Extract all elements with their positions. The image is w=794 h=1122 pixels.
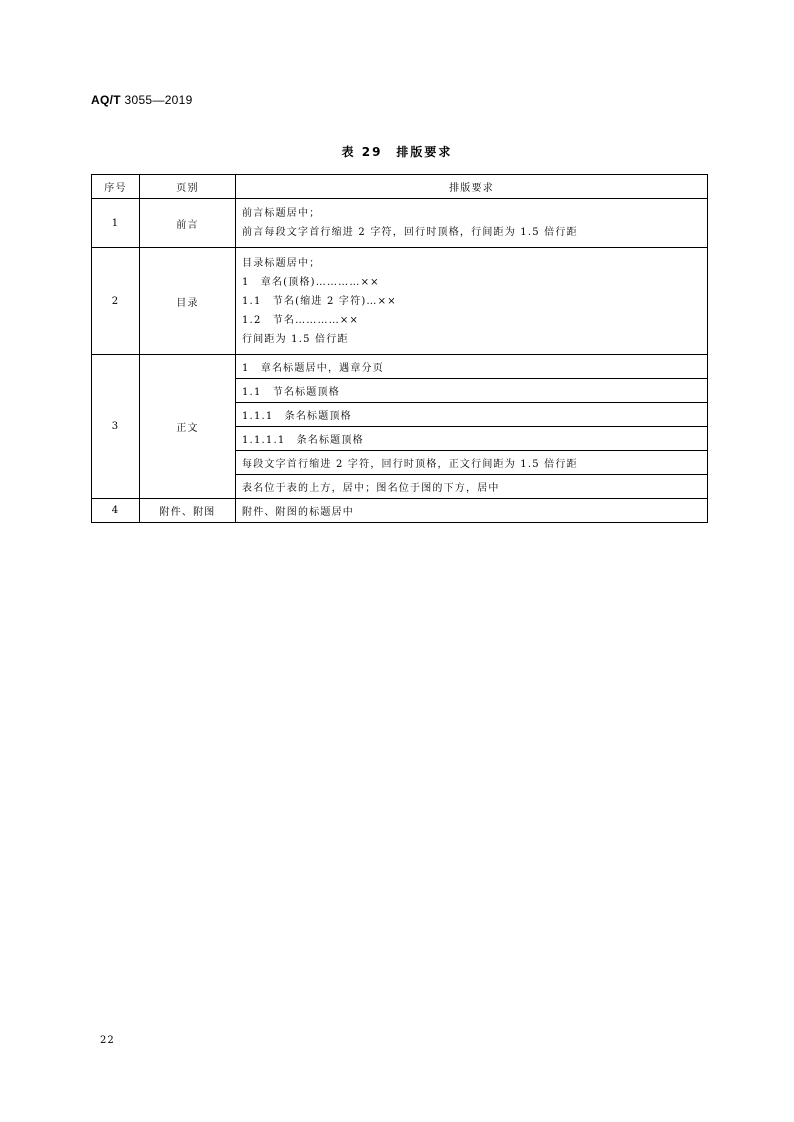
table-row <box>92 355 708 379</box>
typesetting-requirements-table <box>91 174 708 523</box>
row-section: 正文 <box>140 355 236 499</box>
table-row <box>92 199 708 248</box>
header-serial-number: 序号 <box>92 175 140 199</box>
standard-number: 3055—2019 <box>124 93 193 107</box>
table-row <box>92 248 708 355</box>
requirement-line: 1 章名(顶格)…………×× <box>242 276 380 288</box>
row-section: 目录 <box>140 248 236 355</box>
row-number: 2 <box>92 248 140 355</box>
page-number: 22 <box>100 1035 115 1046</box>
row-number: 1 <box>92 199 140 248</box>
requirement-cell: 1.1 节名标题顶格 <box>236 379 708 403</box>
standard-code: AQ/T <box>91 93 121 107</box>
requirement-line: 目录标题居中； <box>242 257 321 269</box>
table-row <box>92 499 708 523</box>
requirement-line: 1.2 节名…………×× <box>242 314 360 326</box>
row-requirements <box>236 248 708 355</box>
requirement-cell: 1.1.1.1 条名标题顶格 <box>236 427 708 451</box>
requirement-cell: 附件、附图的标题居中 <box>236 499 708 523</box>
requirement-cell: 表名位于表的上方，居中；图名位于图的下方，居中 <box>236 475 708 499</box>
requirement-line: 1.1 节名(缩进 2 字符)…×× <box>242 295 397 307</box>
table-header-row <box>92 175 708 199</box>
requirement-line: 前言每段文字首行缩进 2 字符，回行时顶格，行间距为 1.5 倍行距 <box>242 227 578 238</box>
row-number: 3 <box>92 355 140 499</box>
requirement-cell: 1 章名标题居中，遇章分页 <box>236 355 708 379</box>
requirement-line: 行间距为 1.5 倍行距 <box>242 333 349 345</box>
row-section: 附件、附图 <box>140 499 236 523</box>
requirement-cell: 每段文字首行缩进 2 字符，回行时顶格，正文行间距为 1.5 倍行距 <box>236 451 708 475</box>
row-requirements <box>236 199 708 248</box>
header-requirements: 排版要求 <box>236 175 708 199</box>
header-section: 页别 <box>140 175 236 199</box>
requirement-line: 前言标题居中； <box>242 208 321 219</box>
table-title: 表 29 排版要求 <box>341 145 453 159</box>
requirement-cell: 1.1.1 条名标题顶格 <box>236 403 708 427</box>
document-header <box>91 93 193 107</box>
row-number: 4 <box>92 499 140 523</box>
row-section: 前言 <box>140 199 236 248</box>
